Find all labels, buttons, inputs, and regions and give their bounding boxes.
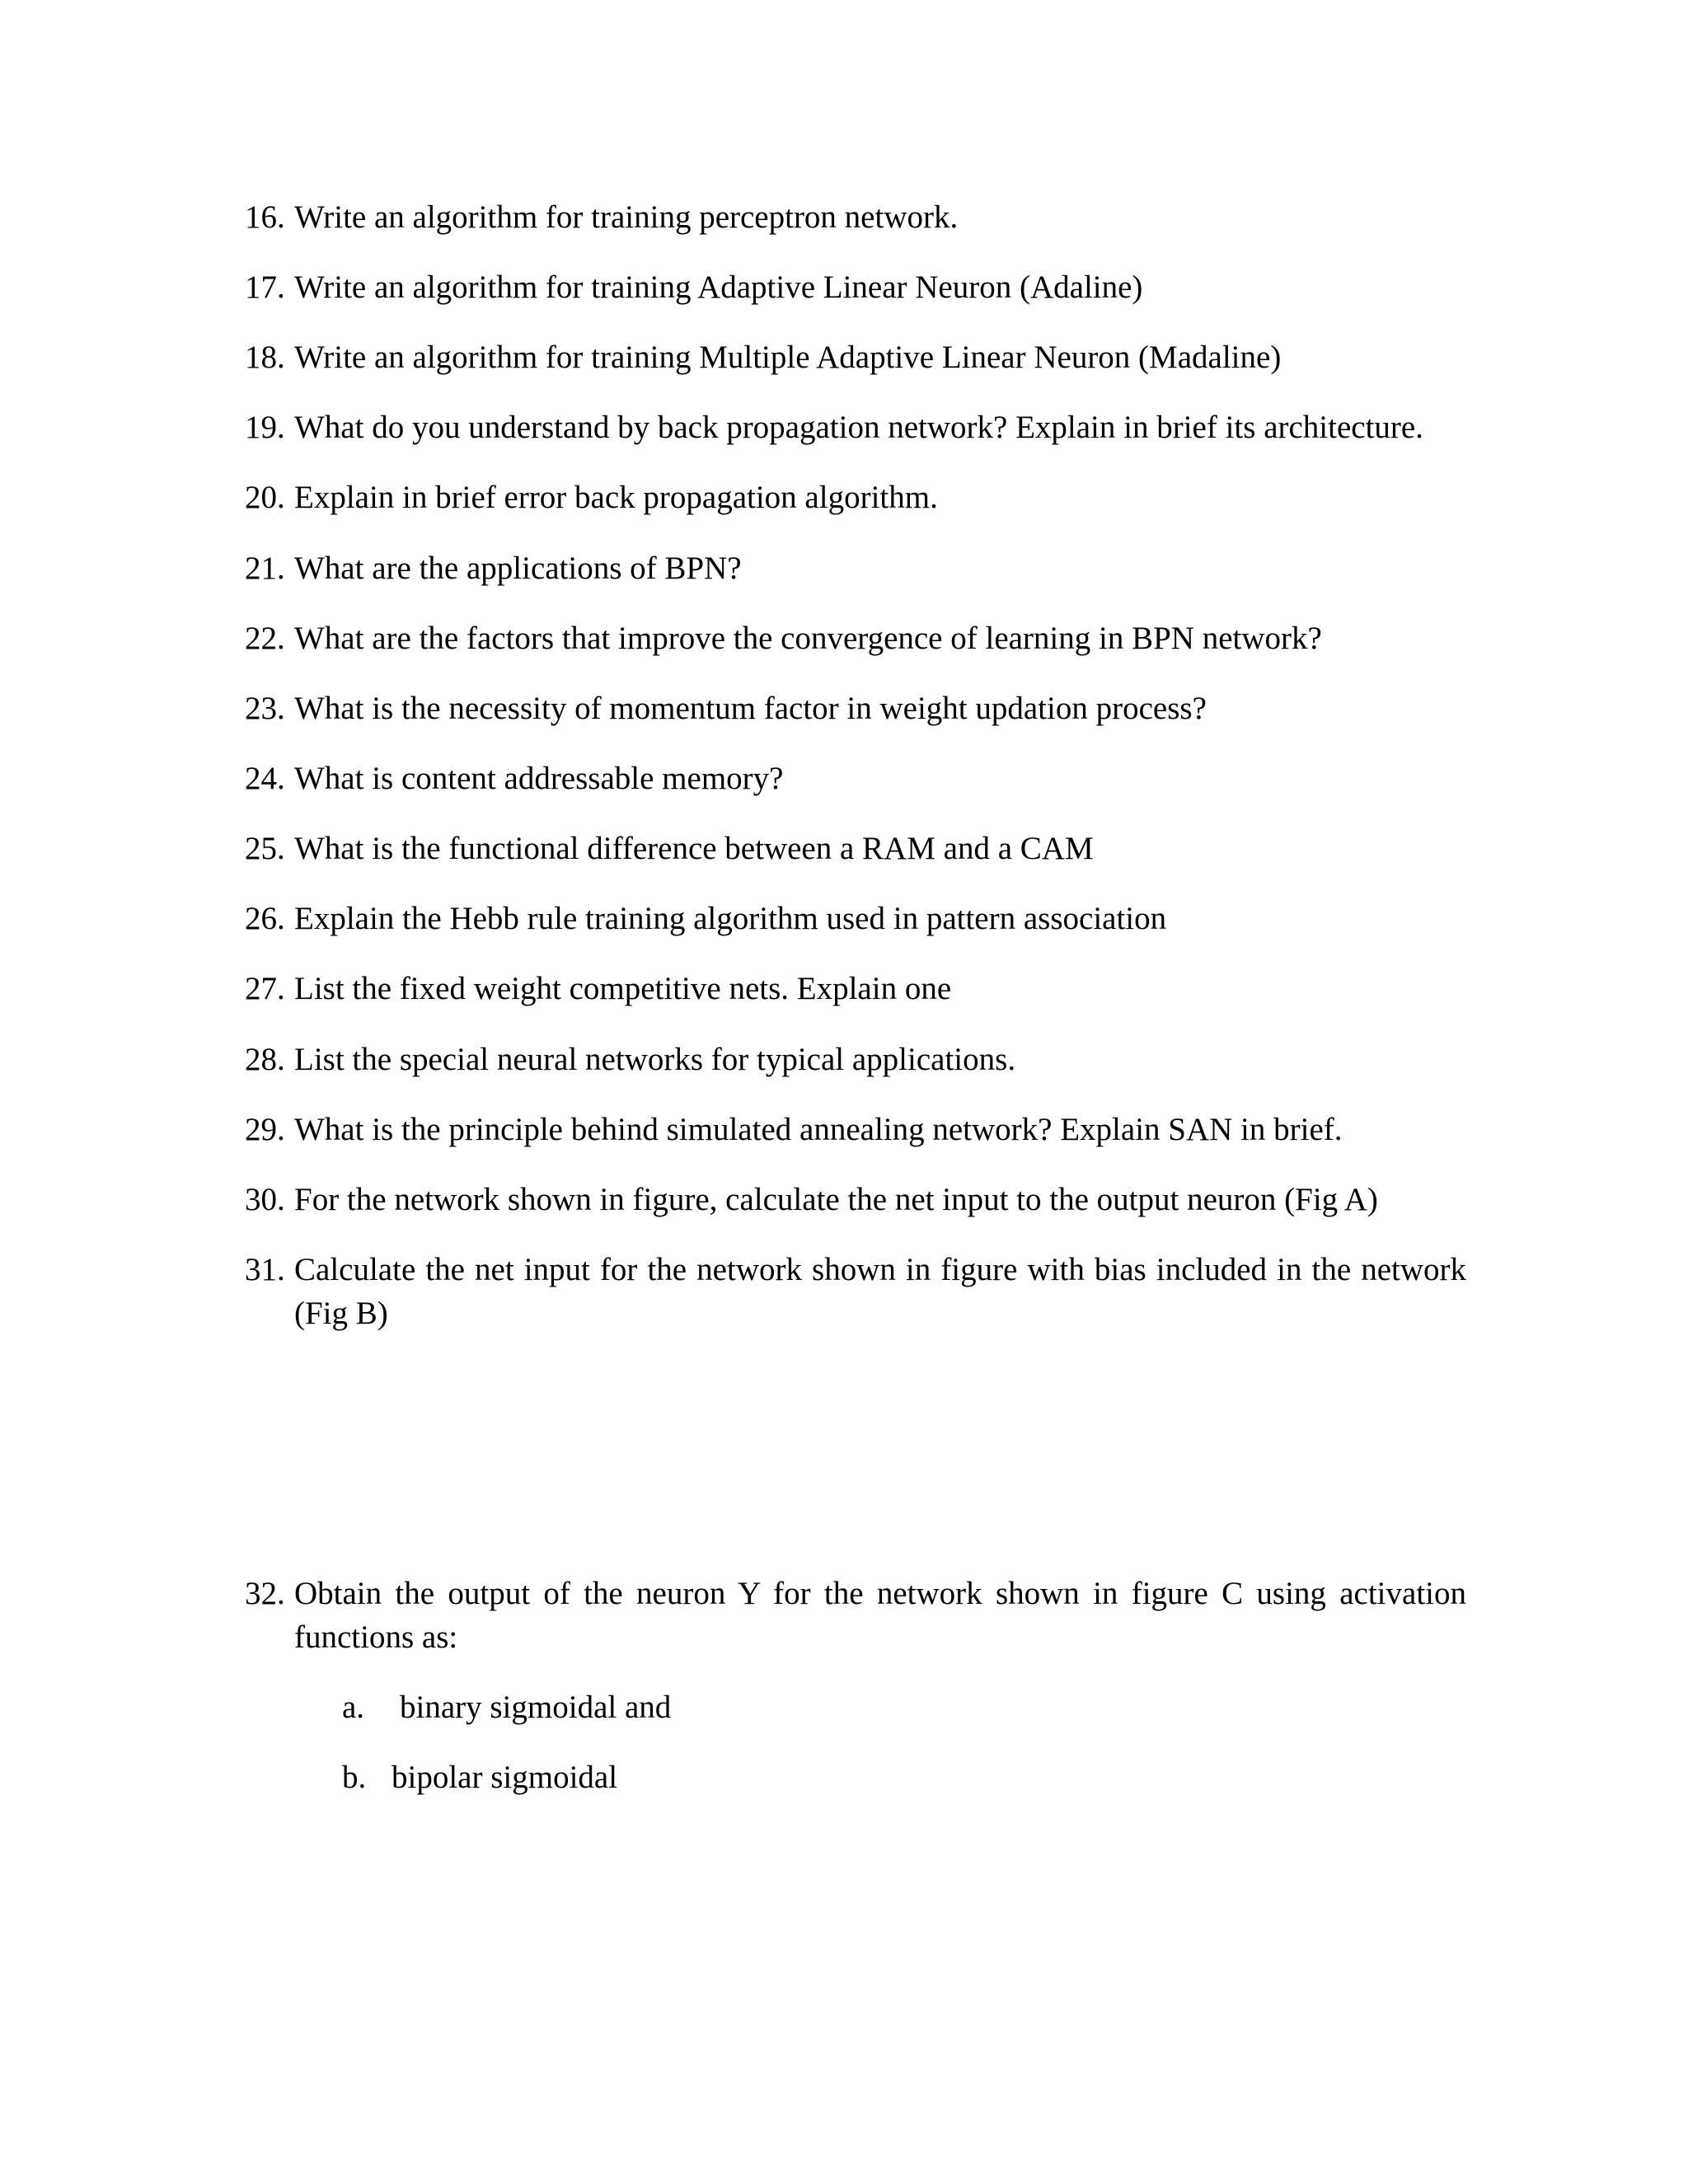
question-number: 19. <box>245 410 285 445</box>
question-text: What is content addressable memory? <box>294 761 784 796</box>
question-18 <box>245 335 1466 379</box>
question-22 <box>245 616 1466 660</box>
question-23 <box>245 687 1466 730</box>
question-number: 30. <box>245 1182 285 1217</box>
question-number: 29. <box>245 1112 285 1147</box>
question-28 <box>245 1038 1466 1081</box>
question-text: List the fixed weight competitive nets. Explain one <box>294 971 952 1006</box>
question-text: What is the necessity of momentum factor in weight updation process? <box>294 691 1207 726</box>
question-text: List the special neural networks for typical applications. <box>294 1042 1016 1077</box>
question-30 <box>245 1178 1466 1221</box>
question-number: 18. <box>245 340 285 375</box>
question-number: 23. <box>245 691 285 726</box>
question-32 <box>245 1572 1466 1659</box>
question-21 <box>245 546 1466 590</box>
question-text: What is the functional difference between a RAM and a CAM <box>294 831 1094 866</box>
question-number: 21. <box>245 551 285 586</box>
question-number: 27. <box>245 971 285 1006</box>
question-19 <box>245 405 1466 449</box>
question-text: Explain the Hebb rule training algorithm used in pattern association <box>294 901 1167 936</box>
question-number: 24. <box>245 761 285 796</box>
question-16 <box>245 195 1466 239</box>
question-number: 25. <box>245 831 285 866</box>
question-number: 20. <box>245 480 285 515</box>
question-text: What are the applications of BPN? <box>294 551 742 586</box>
question-text: Obtain the output of the neuron Y for the network shown in figure C using activation functions as: <box>294 1576 1466 1655</box>
question-text: Write an algorithm for training Multiple Adaptive Linear Neuron (Madaline) <box>294 340 1282 375</box>
question-number: 17. <box>245 269 285 305</box>
question-text: Write an algorithm for training Adaptive Linear Neuron (Adaline) <box>294 269 1143 305</box>
question-31 <box>245 1248 1466 1335</box>
question-text: Explain in brief error back propagation algorithm. <box>294 480 938 515</box>
question-17 <box>245 265 1466 309</box>
subitem-text: binary sigmoidal and <box>400 1690 672 1725</box>
subitem-a <box>342 1685 671 1729</box>
question-number: 26. <box>245 901 285 936</box>
question-text: Calculate the net input for the network shown in figure with bias included in the network (Fig B) <box>294 1252 1466 1331</box>
subitem-text: bipolar sigmoidal <box>392 1760 618 1795</box>
question-27 <box>245 967 1466 1010</box>
question-text: What are the factors that improve the convergence of learning in BPN network? <box>294 621 1322 656</box>
question-text: Write an algorithm for training perceptron network. <box>294 199 959 235</box>
question-text: What is the principle behind simulated annealing network? Explain SAN in brief. <box>294 1112 1343 1147</box>
question-25 <box>245 827 1466 870</box>
question-number: 28. <box>245 1042 285 1077</box>
question-number: 22. <box>245 621 285 656</box>
question-20 <box>245 476 1466 519</box>
question-number: 16. <box>245 199 285 235</box>
question-text: What do you understand by back propagation network? Explain in brief its architecture. <box>294 410 1423 445</box>
question-29 <box>245 1108 1466 1151</box>
question-number: 32. <box>245 1576 285 1611</box>
subitem-label: a. <box>342 1690 365 1725</box>
subitem-b <box>342 1755 617 1799</box>
question-24 <box>245 757 1466 800</box>
subitem-label: b. <box>342 1760 367 1795</box>
question-26 <box>245 897 1466 940</box>
question-number: 31. <box>245 1252 285 1287</box>
question-text: For the network shown in figure, calculate the net input to the output neuron (Fig A) <box>294 1182 1378 1217</box>
